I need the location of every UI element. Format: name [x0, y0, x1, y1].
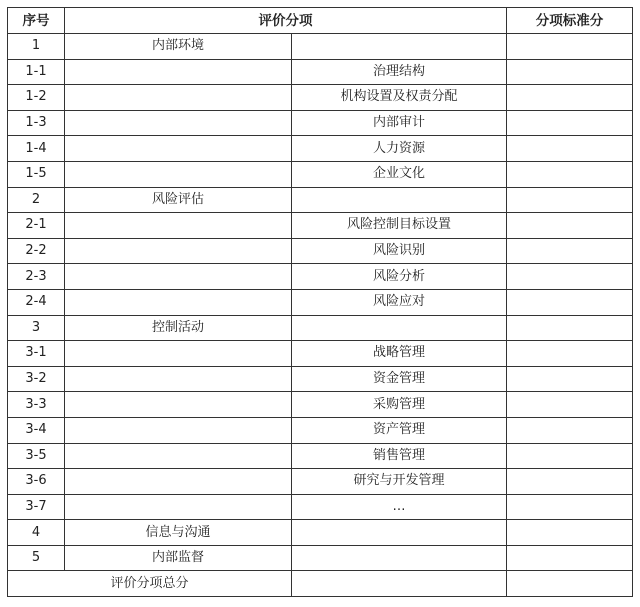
category-cell: 信息与沟通 [65, 520, 292, 546]
seq-cell: 1-2 [8, 85, 65, 111]
standard-score-cell [507, 392, 633, 418]
table-row [8, 366, 633, 392]
sub-item-cell: … [292, 494, 507, 520]
total-score-cell [507, 571, 633, 597]
seq-cell: 1-3 [8, 110, 65, 136]
table-row [8, 238, 633, 264]
sub-item-cell: 资产管理 [292, 417, 507, 443]
table-row [8, 469, 633, 495]
table-row [8, 85, 633, 111]
table-row [8, 520, 633, 546]
category-cell: 风险评估 [65, 187, 292, 213]
standard-score-cell [507, 110, 633, 136]
standard-score-cell [507, 264, 633, 290]
standard-score-cell [507, 161, 633, 187]
seq-cell: 3-5 [8, 443, 65, 469]
table-row [8, 187, 633, 213]
standard-score-cell [507, 545, 633, 571]
seq-cell: 2 [8, 187, 65, 213]
seq-cell: 4 [8, 520, 65, 546]
sub-item-cell: 人力资源 [292, 136, 507, 162]
table-row [8, 289, 633, 315]
sub-item-cell: 内部审计 [292, 110, 507, 136]
category-cell [65, 264, 292, 290]
seq-cell: 1 [8, 34, 65, 60]
standard-score-cell [507, 520, 633, 546]
category-cell [65, 392, 292, 418]
table-row [8, 59, 633, 85]
standard-score-cell [507, 238, 633, 264]
table-row [8, 213, 633, 239]
table-row [8, 315, 633, 341]
sub-item-cell [292, 34, 507, 60]
category-cell [65, 366, 292, 392]
table-row [8, 417, 633, 443]
seq-cell: 2-1 [8, 213, 65, 239]
table-row [8, 110, 633, 136]
seq-cell: 1-1 [8, 59, 65, 85]
seq-cell: 3-3 [8, 392, 65, 418]
category-cell [65, 213, 292, 239]
category-cell [65, 85, 292, 111]
seq-cell: 3-7 [8, 494, 65, 520]
seq-cell: 1-4 [8, 136, 65, 162]
sub-item-cell [292, 520, 507, 546]
table-body [8, 34, 633, 571]
table-row [8, 545, 633, 571]
sub-item-cell [292, 315, 507, 341]
header-seq: 序号 [8, 8, 65, 34]
seq-cell: 2-3 [8, 264, 65, 290]
standard-score-cell [507, 469, 633, 495]
standard-score-cell [507, 85, 633, 111]
seq-cell: 2-2 [8, 238, 65, 264]
sub-item-cell: 机构设置及权责分配 [292, 85, 507, 111]
seq-cell: 2-4 [8, 289, 65, 315]
total-label: 评价分项总分 [8, 571, 292, 597]
seq-cell: 3-1 [8, 341, 65, 367]
category-cell [65, 494, 292, 520]
category-cell [65, 238, 292, 264]
table-row [8, 392, 633, 418]
header-standard: 分项标准分 [507, 8, 633, 34]
category-cell [65, 417, 292, 443]
standard-score-cell [507, 289, 633, 315]
table-row [8, 494, 633, 520]
sub-item-cell: 风险分析 [292, 264, 507, 290]
category-cell: 内部监督 [65, 545, 292, 571]
seq-cell: 3-2 [8, 366, 65, 392]
standard-score-cell [507, 443, 633, 469]
category-cell [65, 161, 292, 187]
standard-score-cell [507, 366, 633, 392]
category-cell [65, 341, 292, 367]
standard-score-cell [507, 417, 633, 443]
seq-cell: 3-6 [8, 469, 65, 495]
seq-cell: 1-5 [8, 161, 65, 187]
category-cell [65, 110, 292, 136]
table-row [8, 264, 633, 290]
category-cell [65, 289, 292, 315]
standard-score-cell [507, 341, 633, 367]
seq-cell: 3 [8, 315, 65, 341]
sub-item-cell: 治理结构 [292, 59, 507, 85]
sub-item-cell: 风险控制目标设置 [292, 213, 507, 239]
total-row [8, 571, 633, 597]
sub-item-cell: 销售管理 [292, 443, 507, 469]
sub-item-cell: 战略管理 [292, 341, 507, 367]
table-row [8, 341, 633, 367]
seq-cell: 3-4 [8, 417, 65, 443]
sub-item-cell: 资金管理 [292, 366, 507, 392]
sub-item-cell: 研究与开发管理 [292, 469, 507, 495]
sub-item-cell [292, 187, 507, 213]
standard-score-cell [507, 59, 633, 85]
sub-item-cell: 采购管理 [292, 392, 507, 418]
standard-score-cell [507, 187, 633, 213]
header-row [8, 8, 633, 34]
category-cell: 内部环境 [65, 34, 292, 60]
evaluation-table [7, 7, 633, 597]
standard-score-cell [507, 136, 633, 162]
standard-score-cell [507, 34, 633, 60]
category-cell: 控制活动 [65, 315, 292, 341]
table-row [8, 136, 633, 162]
sub-item-cell: 企业文化 [292, 161, 507, 187]
category-cell [65, 469, 292, 495]
category-cell [65, 136, 292, 162]
seq-cell: 5 [8, 545, 65, 571]
total-sub-cell [292, 571, 507, 597]
header-item: 评价分项 [65, 8, 507, 34]
table-row [8, 34, 633, 60]
sub-item-cell: 风险识别 [292, 238, 507, 264]
standard-score-cell [507, 315, 633, 341]
sub-item-cell: 风险应对 [292, 289, 507, 315]
table-row [8, 161, 633, 187]
category-cell [65, 443, 292, 469]
table-row [8, 443, 633, 469]
sub-item-cell [292, 545, 507, 571]
standard-score-cell [507, 494, 633, 520]
standard-score-cell [507, 213, 633, 239]
category-cell [65, 59, 292, 85]
